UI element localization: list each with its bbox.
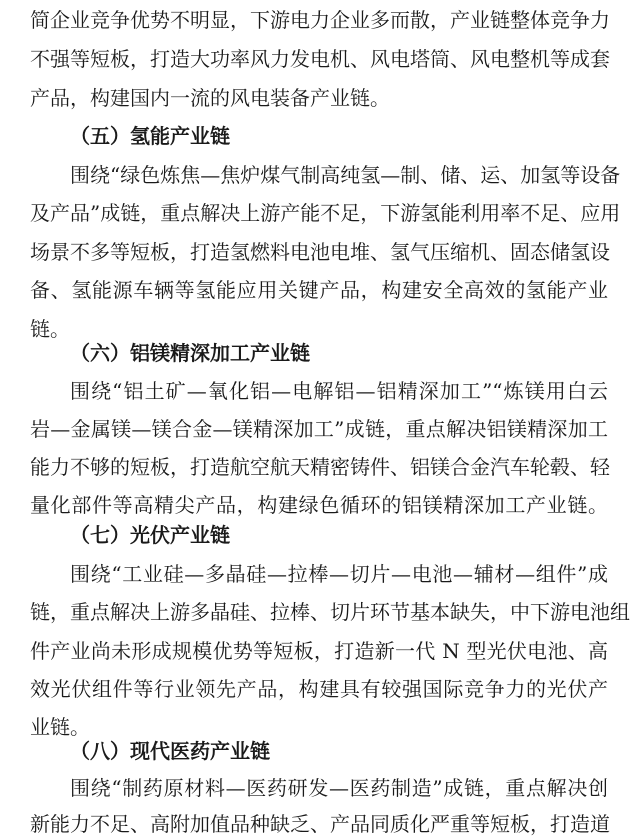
paragraph-line: 围绕“制药原材料—医药研发—医药制造”成链，重点解决创 — [70, 776, 608, 800]
paragraph-line: 岩—金属镁—镁合金—镁精深加工”成链，重点解决铝镁精深加工 — [30, 417, 608, 441]
paragraph-line: 链，重点解决上游多晶硅、拉棒、切片环节基本缺失，中下游电池组 — [30, 600, 630, 624]
paragraph-line: 不强等短板，打造大功率风力发电机、风电塔筒、风电整机等成套 — [30, 47, 610, 71]
paragraph-line: 件产业尚未形成规模优势等短板，打造新一代 N 型光伏电池、高 — [30, 639, 608, 663]
paragraph-line: 产品，构建国内一流的风电装备产业链。 — [30, 86, 390, 110]
paragraph-line: 新能力不足、高附加值品种缺乏、产品同质化严重等短板，打造道 — [30, 812, 610, 836]
paragraph-line: 围绕“铝土矿—氧化铝—电解铝—铝精深加工”“炼镁用白云 — [70, 379, 608, 403]
section-heading: （八）现代医药产业链 — [70, 739, 270, 763]
paragraph-line: 量化部件等高精尖产品，构建绿色循环的铝镁精深加工产业链。 — [30, 493, 608, 517]
paragraph-line: 围绕“绿色炼焦—焦炉煤气制高纯氢—制、储、运、加氢等设备 — [70, 163, 621, 187]
paragraph-line: 简企业竞争优势不明显，下游电力企业多而散，产业链整体竞争力 — [30, 8, 610, 32]
paragraph-line: 场景不多等短板，打造氢燃料电池电堆、氢气压缩机、固态储氢设 — [30, 240, 610, 264]
paragraph-line: 及产品”成链，重点解决上游产能不足，下游氢能利用率不足、应用 — [30, 201, 621, 225]
paragraph-line: 效光伏组件等行业领先产品，构建具有较强国际竞争力的光伏产 — [30, 677, 608, 701]
paragraph-line: 业链。 — [30, 715, 90, 739]
paragraph-line: 能力不够的短板，打造航空航天精密铸件、铝镁合金汽车轮毂、轻 — [30, 455, 610, 479]
section-heading: （六）铝镁精深加工产业链 — [70, 341, 310, 365]
section-heading: （五）氢能产业链 — [70, 124, 230, 148]
paragraph-line: 链。 — [30, 317, 70, 341]
paragraph-line: 备、氢能源车辆等氢能应用关键产品，构建安全高效的氢能产业 — [30, 278, 608, 302]
paragraph-line: 围绕“工业硅—多晶硅—拉棒—切片—电池—辅材—组件”成 — [70, 562, 608, 586]
section-heading: （七）光伏产业链 — [70, 523, 230, 547]
